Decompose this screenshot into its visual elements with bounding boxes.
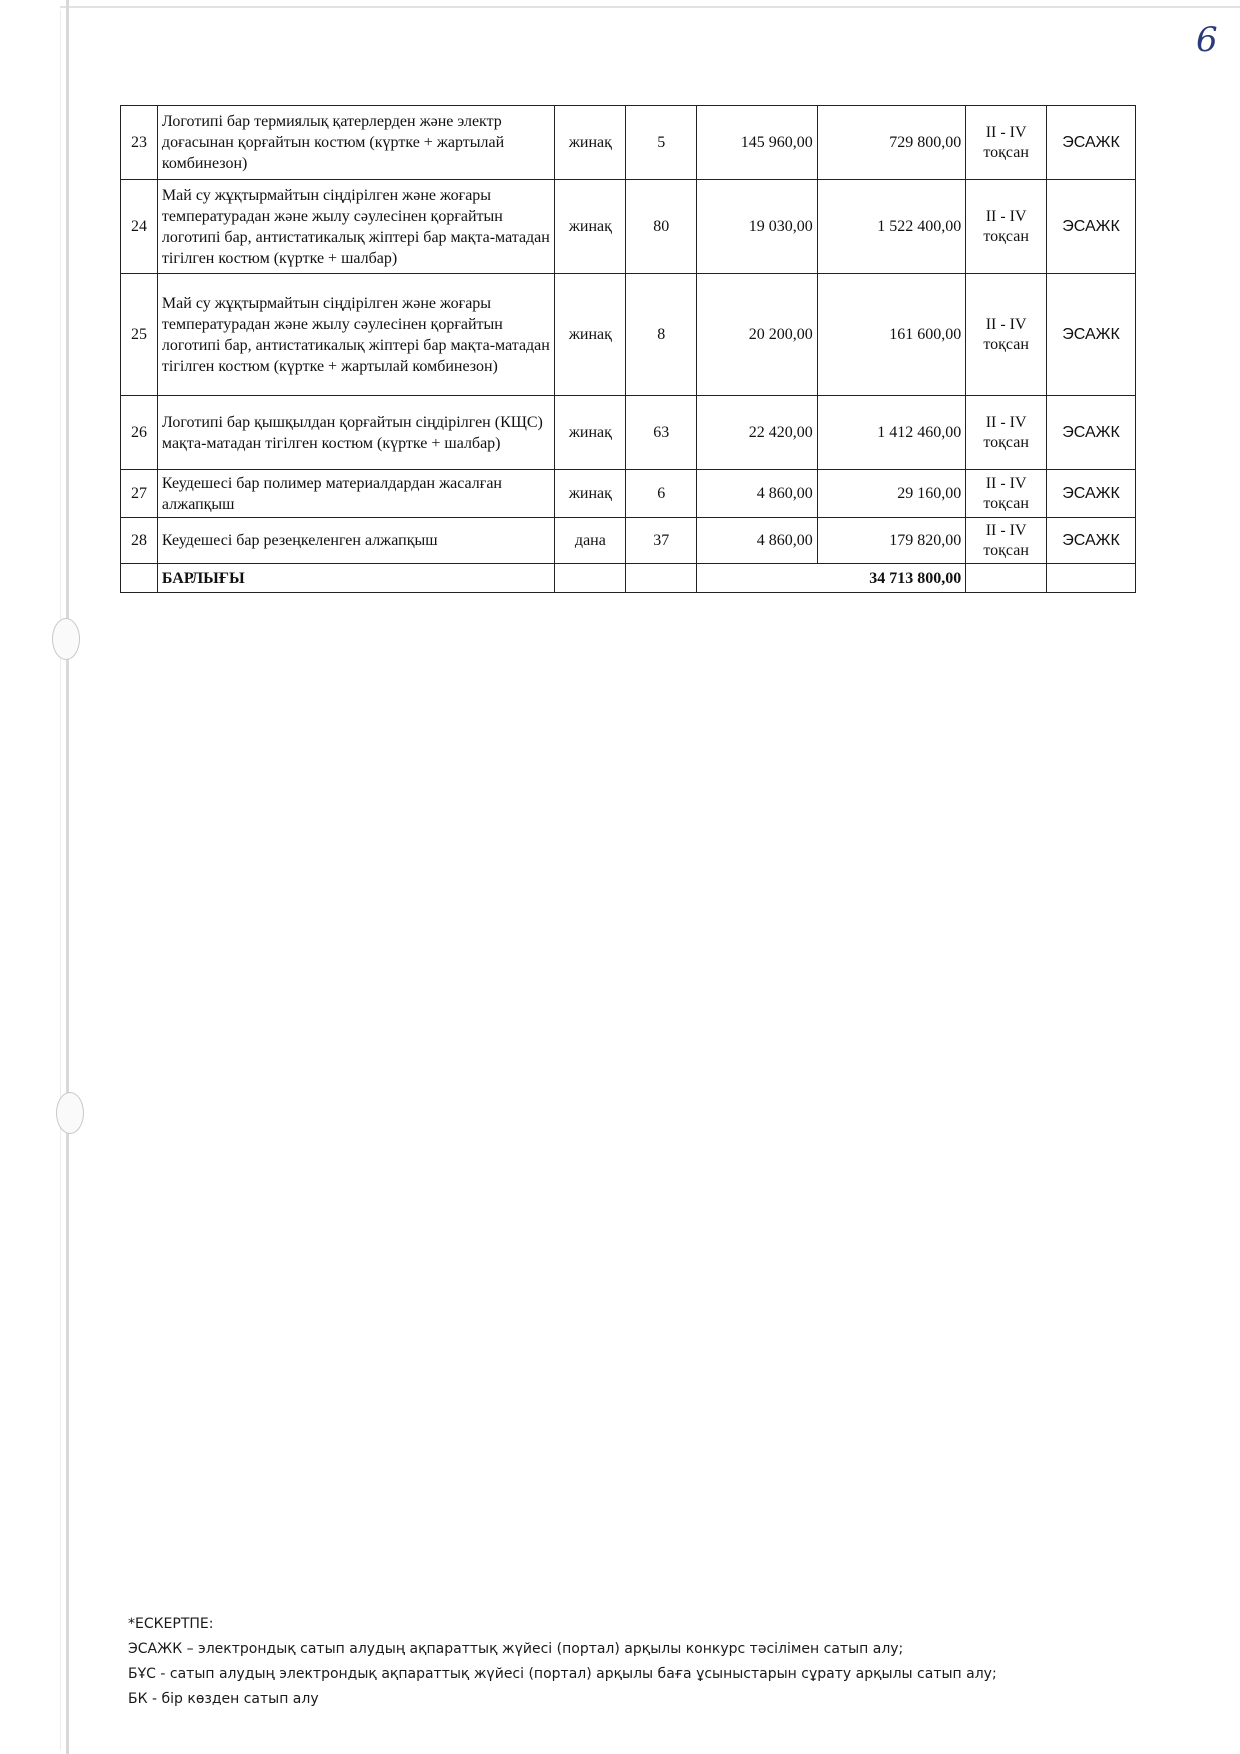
table-row [121,470,1136,518]
unit-price: 19 030,00 [697,180,818,274]
period-range: II - IV [985,207,1027,225]
table-row [121,180,1136,274]
quantity: 80 [626,180,697,274]
quantity: 37 [626,518,697,564]
row-number: 27 [121,470,158,518]
unit: жинақ [555,396,626,470]
grand-total-amount: 34 713 800,00 [697,564,966,593]
total-row [121,564,1136,593]
footnote [128,1612,997,1712]
quantity: 63 [626,396,697,470]
item-name: Май су жұқтырмайтын сіңдірілген және жоғары температурадан және жылу сәулесінен қорғайтын логотипі бар, антистатикалық жіптері бар мақта-матадан тігілген костюм (күртке + жартылай комбинезон) [157,274,555,396]
item-name: Кеудешесі бар резеңкеленген алжапқыш [157,518,555,564]
unit-price: 145 960,00 [697,106,818,180]
period [966,518,1047,564]
handwritten-page-number: 6 [1196,20,1218,60]
procurement-method: ЭСАЖК [1047,518,1136,564]
item-name: Май су жұқтырмайтын сіңдірілген және жоғары температурадан және жылу сәулесінен қорғайтын логотипі бар, антистатикалық жіптері бар мақта-матадан тігілген костюм (күртке + шалбар) [157,180,555,274]
total-empty-num [121,564,158,593]
scan-left-edge [66,0,69,1754]
period-range: II - IV [985,413,1027,431]
table-row [121,274,1136,396]
footnote-line-esazhk: ЭСАЖК – электрондық сатып алудың ақпараттық жүйесі (портал) арқылы конкурс тәсілімен сатып алу; [128,1641,904,1657]
period-range: II - IV [985,123,1027,141]
total-label: БАРЛЫҒЫ [157,564,555,593]
item-name: Логотипі бар термиялық қатерлерден және электр доғасынан қорғайтын костюм (күртке + жартылай комбинезон) [157,106,555,180]
unit: дана [555,518,626,564]
table-row [121,396,1136,470]
footnote-line-bus: БҰС - сатып алудың электрондық ақпараттық жүйесі (портал) арқылы баға ұсыныстарын сұрату арқылы сатып алу; [128,1666,997,1682]
scan-top-edge [60,6,1240,8]
procurement-method: ЭСАЖК [1047,396,1136,470]
procurement-method: ЭСАЖК [1047,274,1136,396]
quantity: 6 [626,470,697,518]
punch-hole-top [52,618,80,660]
total-empty-period [966,564,1047,593]
period-unit: тоқсан [983,227,1029,245]
unit-price: 20 200,00 [697,274,818,396]
table-row [121,106,1136,180]
period [966,106,1047,180]
unit-price: 4 860,00 [697,518,818,564]
period-unit: тоқсан [983,494,1029,512]
unit: жинақ [555,106,626,180]
period [966,396,1047,470]
procurement-method: ЭСАЖК [1047,180,1136,274]
row-number: 25 [121,274,158,396]
punch-hole-bottom [56,1092,84,1134]
unit: жинақ [555,470,626,518]
row-number: 28 [121,518,158,564]
period-range: II - IV [985,521,1027,539]
total-amount: 29 160,00 [817,470,965,518]
total-empty-qty [626,564,697,593]
item-name: Логотипі бар қышқылдан қорғайтын сіңдірілген (КЩС) мақта-матадан тігілген костюм (күртке + шалбар) [157,396,555,470]
total-amount: 179 820,00 [817,518,965,564]
unit: жинақ [555,274,626,396]
footnote-title: *ЕСКЕРТПЕ: [128,1616,214,1632]
unit-price: 22 420,00 [697,396,818,470]
total-empty-method [1047,564,1136,593]
row-number: 23 [121,106,158,180]
period-unit: тоқсан [983,335,1029,353]
period [966,470,1047,518]
period-unit: тоқсан [983,433,1029,451]
period-unit: тоқсан [983,541,1029,559]
period-unit: тоқсан [983,143,1029,161]
period [966,274,1047,396]
item-name: Кеудешесі бар полимер материалдардан жасалған алжапқыш [157,470,555,518]
period [966,180,1047,274]
row-number: 26 [121,396,158,470]
period-range: II - IV [985,474,1027,492]
period-range: II - IV [985,315,1027,333]
total-empty-unit [555,564,626,593]
scan-left-edge-shadow [60,10,61,1750]
quantity: 8 [626,274,697,396]
unit: жинақ [555,180,626,274]
total-amount: 729 800,00 [817,106,965,180]
procurement-table [120,105,1136,593]
table-row [121,518,1136,564]
procurement-method: ЭСАЖК [1047,106,1136,180]
footnote-line-bk: БК - бір көзден сатып алу [128,1691,319,1707]
unit-price: 4 860,00 [697,470,818,518]
quantity: 5 [626,106,697,180]
row-number: 24 [121,180,158,274]
total-amount: 1 522 400,00 [817,180,965,274]
procurement-method: ЭСАЖК [1047,470,1136,518]
total-amount: 161 600,00 [817,274,965,396]
total-amount: 1 412 460,00 [817,396,965,470]
